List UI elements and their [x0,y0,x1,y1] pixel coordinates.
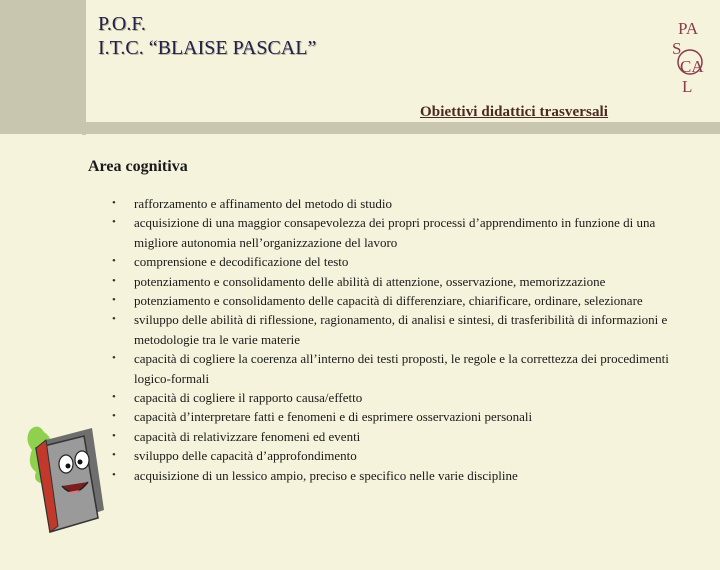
list-item-text: potenziamento e consolidamento delle abilità di attenzione, osservazione, memorizzazione [134,273,606,289]
list-item-text: capacità d’interpretare fatti e fenomeni e di esprimere osservazioni personali [134,409,533,425]
bullet-icon: • [112,468,116,481]
page-title [98,12,316,60]
title-pof: P.O.F. [98,13,146,35]
decorative-band-left [0,0,82,122]
bullet-icon: • [112,255,116,268]
list-item [110,349,690,388]
bullet-icon: • [112,197,116,209]
bullet-icon: • [112,410,116,423]
list-item [110,466,690,485]
bullet-icon: • [112,429,116,442]
decorative-rule-vertical [82,0,86,135]
list-item-text: acquisizione di un lessico ampio, preciso e specifico nelle varie discipline [134,467,518,483]
list-item [110,194,690,213]
list-item [110,310,690,349]
list-item-text: capacità di cogliere la coerenza all’interno dei testi proposti, le regole e la correttezza dei procedimenti logico-formali [134,351,669,386]
bullet-icon: • [112,294,116,307]
svg-text:PA: PA [678,19,699,38]
list-item [110,407,690,426]
list-item-text: sviluppo delle capacità d’approfondimento [134,448,357,464]
bullet-icon: • [112,449,116,462]
list-item [110,388,690,407]
list-item-text: acquisizione di una maggior consapevolezza dei propri processi d’apprendimento in funzione di una migliore autonomia nell’organizzazione del lavoro [134,215,656,250]
list-item [110,446,690,465]
list-item-text: potenziamento e consolidamento delle capacità di differenziare, chiarificare, ordinare, selezionare [134,293,643,309]
bullet-icon: • [112,352,116,365]
bullet-icon: • [112,391,116,404]
pascal-logo-icon [668,10,712,96]
list-item-text: sviluppo delle abilità di riflessione, ragionamento, di analisi e sintesi, di trasferibilità di informazioni e metodologie tra le varie materie [134,312,668,347]
list-item [110,291,690,310]
bullet-icon: • [112,274,116,287]
bullet-icon: • [112,216,116,229]
bullet-icon: • [112,313,116,326]
list-item-text: capacità di cogliere il rapporto causa/effetto [134,390,363,406]
svg-text:L: L [682,77,693,96]
svg-text:S: S [672,39,682,58]
objectives-list [110,194,690,485]
list-item [110,427,690,446]
section-heading: Area cognitiva [88,158,188,175]
list-item-text: capacità di relativizzare fenomeni ed eventi [134,428,361,444]
list-item [110,213,690,252]
decorative-band-horizontal [0,122,720,134]
list-item [110,272,690,291]
svg-text:CA: CA [680,57,704,76]
list-item-text: comprensione e decodificazione del testo [134,254,349,270]
list-item-text: rafforzamento e affinamento del metodo di studio [134,196,392,211]
book-mascot-icon [22,410,112,535]
slide-subtitle: Obiettivi didattici trasversali [420,104,609,120]
list-item [110,252,690,271]
title-school: I.T.C. “BLAISE PASCAL” [98,37,317,59]
